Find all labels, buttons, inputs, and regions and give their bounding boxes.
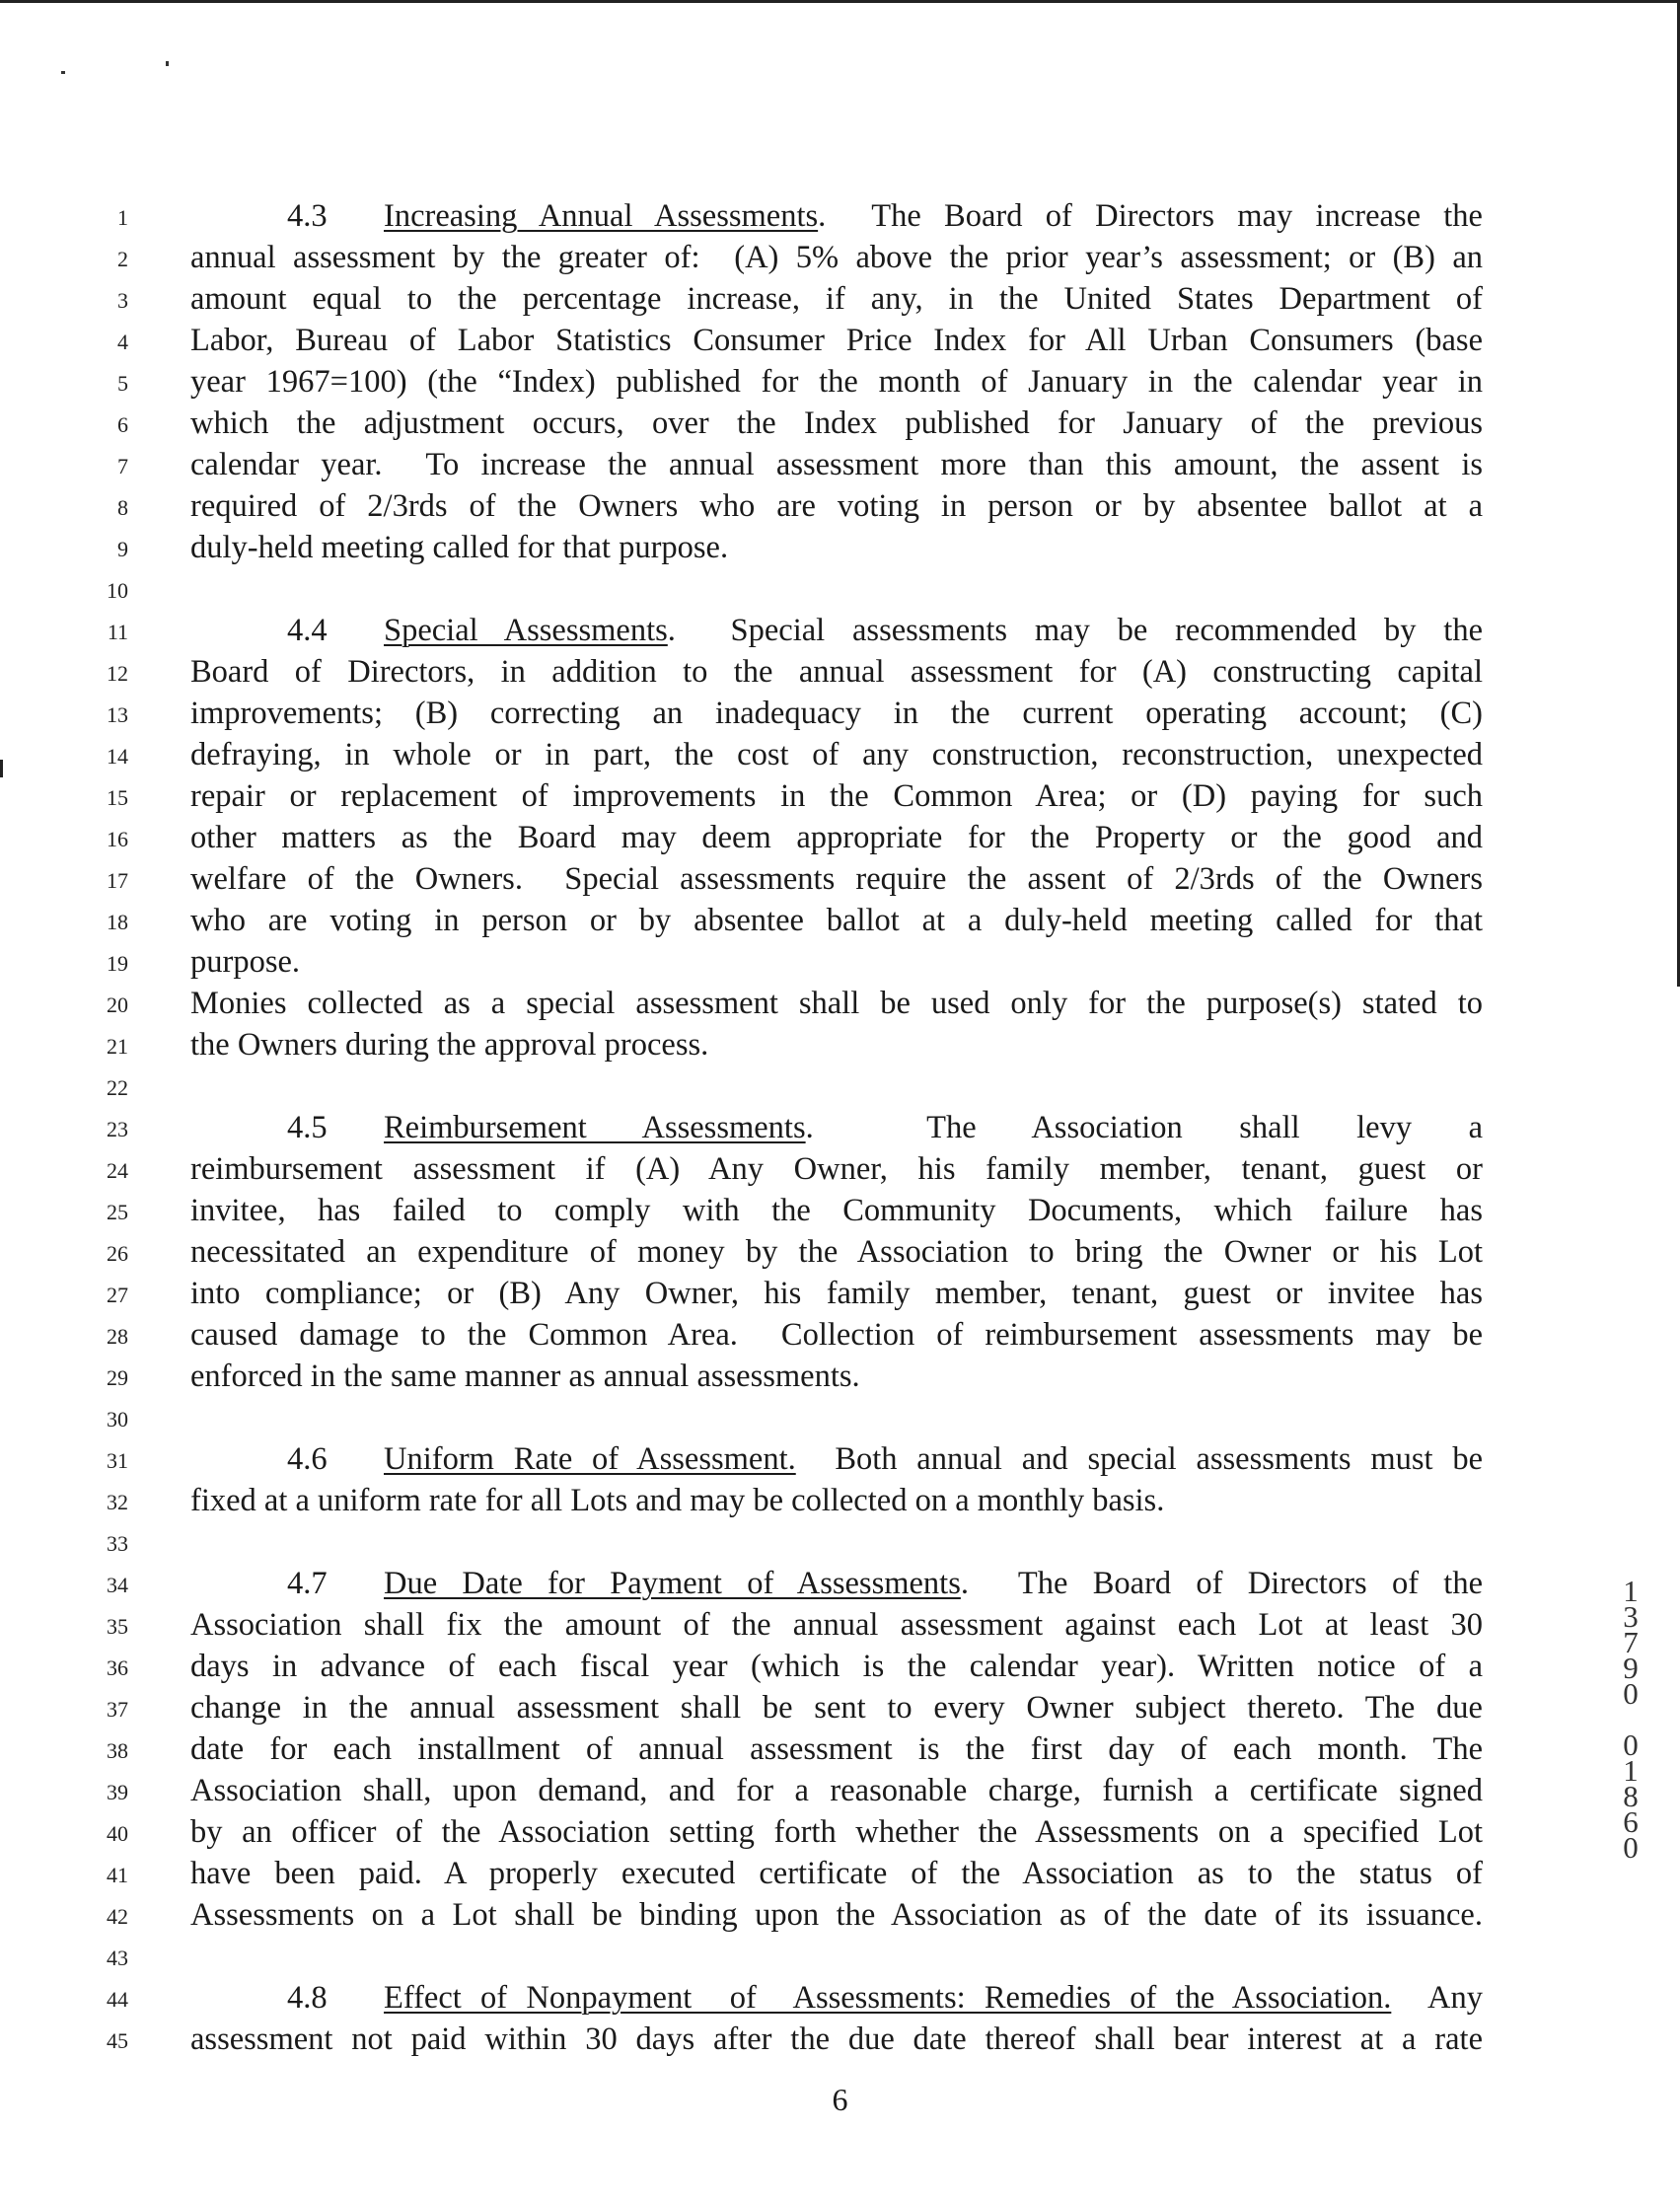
line-text: [190, 485, 1483, 527]
document-line: [0, 941, 1680, 983]
section-heading: Uniform Rate of Assessment.: [384, 1441, 796, 1477]
document-line: [0, 1356, 1680, 1397]
body-text: Any: [1391, 1980, 1483, 2016]
line-number: 33: [107, 1531, 128, 1556]
line-number: 45: [107, 2028, 128, 2053]
stamp-digit: 8: [1623, 1779, 1639, 1813]
line-number: 37: [107, 1697, 128, 1722]
body-text: . The Board of Directors may increase the: [818, 198, 1483, 234]
stamp-digit: 7: [1623, 1625, 1639, 1659]
line-number: 39: [107, 1780, 128, 1804]
line-text: [190, 941, 1483, 983]
line-text: [190, 1853, 1483, 1894]
line-text: [190, 278, 1483, 320]
document-line: [0, 1107, 1680, 1148]
line-text: [190, 1438, 1483, 1480]
body-text: amount equal to the percentage increase, if any, in the United States Department of: [190, 281, 1483, 317]
line-text: [190, 1356, 1483, 1397]
body-text: necessitated an expenditure of money by the Association to bring the Owner or his Lot: [190, 1234, 1483, 1270]
body-text: the Owners during the approval process.: [190, 1027, 709, 1063]
line-text: [190, 693, 1483, 734]
line-text: [190, 1231, 1483, 1273]
line-number: 7: [117, 454, 128, 478]
document-line: [0, 1190, 1680, 1231]
body-text: Monies collected as a special assessment shall be used only for the purpose(s) stated to: [190, 986, 1483, 1021]
body-text: calendar year. To increase the annual assessment more than this amount, the assent is: [190, 447, 1483, 482]
line-text: [190, 1728, 1483, 1770]
line-text: [190, 858, 1483, 900]
line-text: [190, 1646, 1483, 1687]
line-text: [190, 444, 1483, 485]
line-text: [190, 1604, 1483, 1646]
stamp-digit: 6: [1623, 1804, 1639, 1839]
document-line: [0, 403, 1680, 444]
side-stamp: [1616, 1574, 1645, 1865]
document-line: [0, 568, 1680, 610]
document-line: [0, 775, 1680, 817]
document-line: [0, 527, 1680, 568]
body-text: enforced in the same manner as annual assessments.: [190, 1359, 860, 1394]
line-text: [190, 195, 1483, 237]
line-text: [190, 1894, 1483, 1936]
line-text: [190, 1770, 1483, 1811]
line-number: 31: [107, 1448, 128, 1473]
line-number: 42: [107, 1904, 128, 1929]
body-text: Assessments on a Lot shall be binding upon the Association as of the date of its issuance.: [190, 1897, 1483, 1933]
line-number: 16: [107, 827, 128, 851]
section-number: 4.3: [287, 198, 328, 234]
line-text: [190, 1024, 1483, 1065]
line-text: [190, 1148, 1483, 1190]
line-text: [190, 237, 1483, 278]
document-line: [0, 1231, 1680, 1273]
line-number: 10: [107, 578, 128, 603]
line-number: 44: [107, 1987, 128, 2012]
stamp-digit: 9: [1623, 1651, 1639, 1685]
line-text: [190, 1563, 1483, 1604]
line-number: 25: [107, 1200, 128, 1224]
line-number: 35: [107, 1614, 128, 1639]
body-text: . The Board of Directors of the: [960, 1566, 1483, 1601]
line-text: [190, 1190, 1483, 1231]
body-text: have been paid. A properly executed certificate of the Association as to the status of: [190, 1856, 1483, 1891]
line-number: 28: [107, 1324, 128, 1349]
document-line: [0, 1804, 1680, 1853]
stamp-digit: 0: [1623, 1727, 1639, 1762]
line-number: 24: [107, 1158, 128, 1183]
line-number: 21: [107, 1034, 128, 1059]
line-number: 3: [117, 288, 128, 313]
line-text: [190, 610, 1483, 651]
line-text: [190, 651, 1483, 693]
line-number: 23: [107, 1117, 128, 1141]
document-line: [0, 734, 1680, 775]
document-line: [0, 1563, 1680, 1608]
line-number: 15: [107, 785, 128, 810]
line-text: [190, 900, 1483, 941]
body-text: into compliance; or (B) Any Owner, his family member, tenant, guest or invitee has: [190, 1276, 1483, 1311]
line-number: 43: [107, 1946, 128, 1970]
body-text: caused damage to the Common Area. Collection of reimbursement assessments may be: [190, 1317, 1483, 1353]
line-text: [190, 527, 1483, 568]
body-text: duly-held meeting called for that purpose.: [190, 530, 729, 565]
line-number: 40: [107, 1821, 128, 1846]
section-number: 4.7: [287, 1566, 328, 1601]
body-text: . Special assessments may be recommended by the: [667, 613, 1483, 648]
line-number: 1: [117, 205, 128, 230]
document-line: [0, 1687, 1680, 1728]
line-text: [190, 1107, 1483, 1148]
line-number: 17: [107, 868, 128, 893]
body-text: Association shall, upon demand, and for a reasonable charge, furnish a certificate signed: [190, 1773, 1483, 1808]
body-text: purpose.: [190, 944, 301, 980]
section-number: 4.8: [287, 1980, 328, 2016]
line-number: 11: [107, 620, 128, 644]
body-text: who are voting in person or by absentee ballot at a duly-held meeting called for that: [190, 903, 1483, 938]
document-line: [0, 858, 1680, 900]
page-number: 6: [832, 2082, 848, 2117]
line-number: 19: [107, 951, 128, 976]
document-line: [0, 1314, 1680, 1356]
body-text: other matters as the Board may deem appropriate for the Property or the good and: [190, 820, 1483, 855]
body-text: . The Association shall levy a: [805, 1110, 1483, 1145]
line-number: 38: [107, 1738, 128, 1763]
line-number: 12: [107, 661, 128, 686]
line-number: 4: [117, 330, 128, 354]
document-line: [0, 320, 1680, 361]
line-number: 2: [117, 247, 128, 271]
line-number: 27: [107, 1283, 128, 1307]
line-text: [190, 1811, 1483, 1853]
body-text: improvements; (B) correcting an inadequacy in the current operating account; (C): [190, 696, 1483, 731]
document-line: [0, 693, 1680, 734]
body-text: which the adjustment occurs, over the Index published for January of the previous: [190, 405, 1483, 441]
line-text: [190, 775, 1483, 817]
body-text: invitee, has failed to comply with the Community Documents, which failure has: [190, 1193, 1483, 1228]
line-text: [190, 320, 1483, 361]
line-text: [190, 734, 1483, 775]
body-text: annual assessment by the greater of: (A) 5% above the prior year’s assessment; or (B) an: [190, 240, 1483, 275]
line-text: [190, 2019, 1483, 2060]
line-text: [190, 1977, 1483, 2019]
line-number: 41: [107, 1863, 128, 1887]
document-line: [0, 1853, 1680, 1894]
section-number: 4.5: [287, 1110, 328, 1145]
document-line: [0, 1599, 1680, 1646]
document-line: [0, 1024, 1680, 1065]
line-number: 13: [107, 702, 128, 727]
document-line: [0, 900, 1680, 941]
document-line: [0, 1770, 1680, 1811]
document-line: [0, 361, 1680, 403]
line-number: 26: [107, 1241, 128, 1266]
document-line: [0, 651, 1680, 693]
section-heading: Due Date for Payment of Assessments: [384, 1566, 961, 1601]
document-line: [0, 1521, 1680, 1563]
document-line: [0, 1936, 1680, 1977]
line-number: 22: [107, 1075, 128, 1100]
document-line: [0, 1894, 1680, 1936]
line-number: 30: [107, 1407, 128, 1432]
line-text: [190, 1480, 1483, 1521]
line-text: [190, 1273, 1483, 1314]
line-text: [190, 817, 1483, 858]
line-number: 9: [117, 537, 128, 561]
line-number: 20: [107, 992, 128, 1017]
document-line: [0, 1480, 1680, 1521]
document-line: [0, 2019, 1680, 2060]
line-number: 34: [107, 1573, 128, 1597]
body-text: days in advance of each fiscal year (which is the calendar year). Written notice of a: [190, 1649, 1483, 1684]
line-number: 32: [107, 1490, 128, 1514]
section-heading: Special Assessments: [384, 613, 668, 648]
document-line: [0, 983, 1680, 1024]
body-text: year 1967=100) (the “Index) published for the month of January in the calendar year in: [190, 364, 1483, 400]
line-number: 18: [107, 910, 128, 934]
line-text: [190, 1314, 1483, 1356]
section-number: 4.6: [287, 1441, 328, 1477]
body-text: assessment not paid within 30 days after the due date thereof shall bear interest at a rate: [190, 2021, 1483, 2057]
body-text: defraying, in whole or in part, the cost of any construction, reconstruction, unexpected: [190, 737, 1483, 772]
section-heading: Reimbursement Assessments: [384, 1110, 806, 1145]
document-line: [0, 1977, 1680, 2019]
document-line: [0, 817, 1680, 858]
stamp-digit: 3: [1623, 1599, 1639, 1634]
line-number: 29: [107, 1365, 128, 1390]
body-text: by an officer of the Association setting forth whether the Assessments on a specified Lot: [190, 1814, 1483, 1850]
body-text: reimbursement assessment if (A) Any Owner, his family member, tenant, guest or: [190, 1151, 1483, 1187]
body-text: Labor, Bureau of Labor Statistics Consumer Price Index for All Urban Consumers (base: [190, 323, 1483, 358]
line-number: 36: [107, 1655, 128, 1680]
line-text: [190, 983, 1483, 1024]
stamp-digit: 0: [1623, 1830, 1639, 1865]
document-line: [0, 1728, 1680, 1770]
line-text: [190, 1687, 1483, 1728]
body-text: Board of Directors, in addition to the annual assessment for (A) constructing capital: [190, 654, 1483, 690]
section-heading: Effect of Nonpayment of Assessments: Remedies of the Association.: [384, 1980, 1392, 2016]
document-line: [0, 1148, 1680, 1190]
body-text: Association shall fix the amount of the annual assessment against each Lot at least 30: [190, 1607, 1483, 1643]
document-line: [0, 1273, 1680, 1314]
body-text: fixed at a uniform rate for all Lots and may be collected on a monthly basis.: [190, 1483, 1165, 1518]
line-text: [190, 361, 1483, 403]
body-text: repair or replacement of improvements in the Common Area; or (D) paying for such: [190, 778, 1483, 814]
document-line: [0, 237, 1680, 278]
stamp-digit: 1: [1623, 1753, 1639, 1788]
document-line: [0, 1065, 1680, 1107]
document-line: [0, 1438, 1680, 1480]
line-text: [190, 403, 1483, 444]
document-line: [0, 485, 1680, 527]
document-line: [0, 444, 1680, 485]
stamp-digit: 1: [1623, 1574, 1639, 1608]
line-number: 14: [107, 744, 128, 769]
document-line: [0, 195, 1680, 237]
line-number: 8: [117, 495, 128, 520]
document-line: [0, 1397, 1680, 1438]
line-number: 5: [117, 371, 128, 396]
body-text: Both annual and special assessments must be: [795, 1441, 1483, 1477]
section-number: 4.4: [287, 613, 328, 648]
body-text: date for each installment of annual assessment is the first day of each month. The: [190, 1731, 1483, 1767]
body-text: change in the annual assessment shall be sent to every Owner subject thereto. The due: [190, 1690, 1483, 1726]
document-line: [0, 610, 1680, 651]
body-text: welfare of the Owners. Special assessments require the assent of 2/3rds of the Owners: [190, 861, 1483, 897]
document-line: [0, 1646, 1680, 1687]
stamp-digit: 0: [1623, 1676, 1639, 1711]
section-heading: Increasing Annual Assessments: [384, 198, 819, 234]
document-line: [0, 278, 1680, 320]
body-text: required of 2/3rds of the Owners who are voting in person or by absentee ballot at a: [190, 488, 1483, 524]
line-number: 6: [117, 412, 128, 437]
